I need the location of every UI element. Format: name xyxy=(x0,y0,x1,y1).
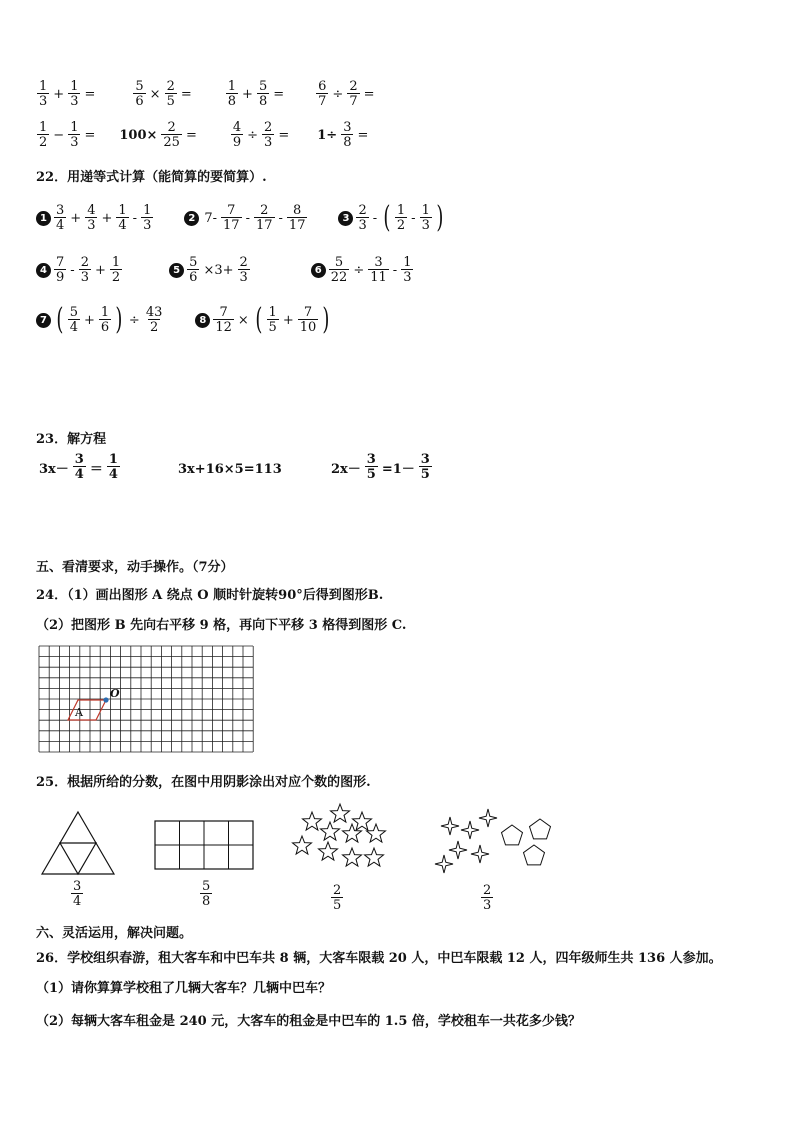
operator: 7- xyxy=(204,210,218,226)
fraction: $\frac{2}{3}$ xyxy=(80,255,89,285)
fraction: $\frac{3}{4}$ xyxy=(56,203,65,233)
label-o: O xyxy=(110,687,120,700)
operator: + xyxy=(53,86,65,102)
q22-row-3 xyxy=(36,302,333,337)
calc-row-2 xyxy=(36,121,371,149)
q22-item-4 xyxy=(36,256,123,284)
sparkle-shape xyxy=(449,841,467,859)
star-shape xyxy=(321,822,340,840)
fraction: $\frac{5}{4}$ xyxy=(69,305,78,335)
fraction-2-3: $\frac{2}{3}$ xyxy=(483,883,492,913)
sparkle-shape xyxy=(479,809,497,827)
triangle-figure xyxy=(40,810,116,876)
calc-row-1 xyxy=(36,80,378,108)
fraction: $\frac{3}{11}$ xyxy=(370,255,387,285)
operator: + xyxy=(282,312,294,328)
calc-item xyxy=(116,121,199,149)
label-a: A xyxy=(75,706,83,719)
operator: × xyxy=(237,312,249,328)
fraction: $\frac{5}{6}$ xyxy=(135,79,144,109)
fraction: $\frac{2}{3}$ xyxy=(239,255,248,285)
fraction: $\frac{1}{3}$ xyxy=(143,203,152,233)
operator: - xyxy=(392,262,398,278)
operator: ) xyxy=(436,200,444,235)
operator: 3x－ xyxy=(39,461,69,477)
operator: = xyxy=(84,127,96,143)
square-grid xyxy=(38,645,254,753)
fraction: $\frac{2}{3}$ xyxy=(358,203,367,233)
fraction: $\frac{5}{22}$ xyxy=(330,255,348,285)
q22-row-2 xyxy=(36,256,414,284)
fraction-5-8: $\frac{5}{8}$ xyxy=(202,879,211,909)
q22-item-2 xyxy=(184,204,308,232)
q26-line3: （2）每辆大客车租金是 240 元，大客车的租金是中巴车的 1.5 倍，学校租车一共花多少钱？ xyxy=(36,1014,581,1029)
calc-item xyxy=(315,80,377,108)
operator: + xyxy=(94,262,106,278)
operator: - xyxy=(411,210,416,226)
operator: = xyxy=(185,127,197,143)
calc-item xyxy=(230,121,292,149)
point-o xyxy=(103,697,108,702)
section-5-heading: 五、看清要求，动手操作。（7分） xyxy=(36,560,234,575)
q22-title: 22．用递等式计算（能简算的要简算）. xyxy=(36,170,267,185)
operator: − xyxy=(53,127,65,143)
fraction: $\frac{2}{3}$ xyxy=(264,120,273,150)
sparkle-shape xyxy=(435,855,453,873)
fraction: $\frac{1}{3}$ xyxy=(421,203,430,233)
calc-item xyxy=(132,80,194,108)
operator: ( xyxy=(383,200,391,235)
fraction: $\frac{43}{2}$ xyxy=(145,305,163,335)
calc-item xyxy=(36,80,98,108)
q22-item-3 xyxy=(338,200,446,235)
operator: + xyxy=(101,210,113,226)
fraction: $\frac{6}{7}$ xyxy=(318,79,327,109)
operator: 2x－ xyxy=(331,461,361,477)
q22-item-5 xyxy=(169,256,251,284)
fraction: $\frac{5}{8}$ xyxy=(258,79,268,109)
operator: ) xyxy=(322,302,330,337)
sparkle-shape xyxy=(461,821,479,839)
operator: 1÷ xyxy=(317,127,338,143)
item-number-badge: 6 xyxy=(311,263,326,278)
rectangle-grid-figure xyxy=(154,820,254,870)
operator: - xyxy=(70,262,75,278)
fraction: $\frac{1}{4}$ xyxy=(108,452,118,482)
fraction: $\frac{3}{4}$ xyxy=(74,452,84,482)
fraction: $\frac{1}{3}$ xyxy=(39,79,48,109)
pentagon-shape xyxy=(502,825,523,845)
sparkle-shape xyxy=(471,845,489,863)
fraction: $\frac{4}{3}$ xyxy=(87,203,96,233)
item-number-badge: 2 xyxy=(184,211,199,226)
fraction: $\frac{7}{10}$ xyxy=(299,305,317,335)
operator: - xyxy=(132,210,138,226)
operator: ÷ xyxy=(247,127,259,143)
operator: ×3+ xyxy=(203,262,234,278)
star-shape xyxy=(367,824,386,842)
fraction: $\frac{1}{6}$ xyxy=(100,305,110,335)
q22-item-6 xyxy=(311,256,415,284)
fraction: $\frac{3}{8}$ xyxy=(343,120,352,150)
stars-figure xyxy=(290,800,390,880)
q23-eq2: 3x+16×5=113 xyxy=(178,462,282,477)
fraction: $\frac{2}{25}$ xyxy=(163,120,180,150)
item-number-badge: 7 xyxy=(36,313,51,328)
fraction-2-5: $\frac{2}{5}$ xyxy=(333,883,342,913)
star-shape xyxy=(319,842,338,860)
fraction: $\frac{1}{3}$ xyxy=(70,79,79,109)
fraction: $\frac{8}{17}$ xyxy=(288,203,306,233)
operator: ÷ xyxy=(353,262,365,278)
calc-item xyxy=(314,121,371,149)
fraction: $\frac{1}{2}$ xyxy=(39,120,48,150)
fraction: $\frac{1}{2}$ xyxy=(396,203,406,233)
star-shape xyxy=(293,836,312,854)
q24-line1: 24．（1）画出图形 A 绕点 O 顺时针旋转90°后得到图形B. xyxy=(36,588,384,603)
fraction: $\frac{1}{5}$ xyxy=(268,305,277,335)
fraction: $\frac{3}{5}$ xyxy=(366,452,376,482)
fraction-3-4: $\frac{3}{4}$ xyxy=(73,879,82,909)
operator: + xyxy=(84,312,95,328)
section-6-heading: 六、灵活运用，解决问题。 xyxy=(36,926,193,941)
fraction: $\frac{1}{8}$ xyxy=(227,79,237,109)
q24-line2: （2）把图形 B 先向右平移 9 格，再向下平移 3 格得到图形 C. xyxy=(36,618,407,633)
fraction: $\frac{5}{6}$ xyxy=(189,255,198,285)
fraction: $\frac{1}{3}$ xyxy=(403,255,412,285)
operator: + xyxy=(70,210,82,226)
operator: - xyxy=(245,210,250,226)
fraction: $\frac{1}{3}$ xyxy=(70,120,79,150)
star-shape xyxy=(303,812,322,830)
calc-item xyxy=(225,80,287,108)
q22-item-7 xyxy=(36,302,165,337)
pentagon-shape xyxy=(530,819,551,839)
item-number-badge: 4 xyxy=(36,263,51,278)
item-number-badge: 5 xyxy=(169,263,184,278)
operator: - xyxy=(278,210,283,226)
q23-title: 23．解方程 xyxy=(36,432,107,447)
operator: × xyxy=(149,86,161,102)
operator: = xyxy=(357,127,369,143)
pentagon-shape xyxy=(524,845,545,865)
star-shape xyxy=(343,848,362,866)
operator: = xyxy=(273,86,285,102)
fraction: $\frac{2}{5}$ xyxy=(166,79,175,109)
fraction: $\frac{3}{5}$ xyxy=(420,452,430,482)
fraction: $\frac{1}{4}$ xyxy=(118,203,127,233)
operator: = xyxy=(180,86,192,102)
operator: 100× xyxy=(119,127,158,143)
q22-item-8 xyxy=(195,302,333,337)
star-shape xyxy=(353,812,372,830)
fraction: $\frac{2}{17}$ xyxy=(255,203,273,233)
operator: = xyxy=(278,127,290,143)
item-number-badge: 1 xyxy=(36,211,51,226)
calc-item xyxy=(36,121,98,149)
star-shape xyxy=(331,804,350,822)
operator: ( xyxy=(255,302,263,337)
operator: = xyxy=(84,86,96,102)
operator: ( xyxy=(56,302,64,337)
q23-eq1 xyxy=(36,453,121,481)
q23-eq3 xyxy=(328,453,433,481)
fraction: $\frac{4}{9}$ xyxy=(232,120,242,150)
fraction: $\frac{7}{9}$ xyxy=(56,255,65,285)
q26-line2: （1）请你算算学校租了几辆大客车？几辆中巴车？ xyxy=(36,981,332,996)
sparkles-pentagons-figure xyxy=(434,806,558,878)
star-shape xyxy=(343,824,362,842)
q25-title: 25．根据所给的分数，在图中用阴影涂出对应个数的图形. xyxy=(36,775,371,790)
fraction: $\frac{1}{2}$ xyxy=(111,255,121,285)
operator: = xyxy=(363,86,375,102)
item-number-badge: 3 xyxy=(338,211,353,226)
fraction: $\frac{7}{12}$ xyxy=(215,305,232,335)
operator: ÷ xyxy=(332,86,344,102)
item-number-badge: 8 xyxy=(195,313,210,328)
q22-item-1 xyxy=(36,204,154,232)
operator: + xyxy=(242,86,253,102)
fraction: $\frac{2}{7}$ xyxy=(349,79,358,109)
sparkle-shape xyxy=(441,817,459,835)
q22-row-1 xyxy=(36,200,447,235)
operator: - xyxy=(372,210,378,226)
operator: ) xyxy=(115,302,123,337)
q26-line1: 26．学校组织春游，租大客车和中巴车共 8 辆，大客车限载 20 人，中巴车限载 12 人，四年级师生共 136 人参加。 xyxy=(36,951,722,966)
operator: =1－ xyxy=(381,461,415,477)
star-shape xyxy=(365,848,384,866)
fraction: $\frac{7}{17}$ xyxy=(223,203,240,233)
operator: ＝ xyxy=(89,461,103,477)
operator: ÷ xyxy=(128,312,140,328)
